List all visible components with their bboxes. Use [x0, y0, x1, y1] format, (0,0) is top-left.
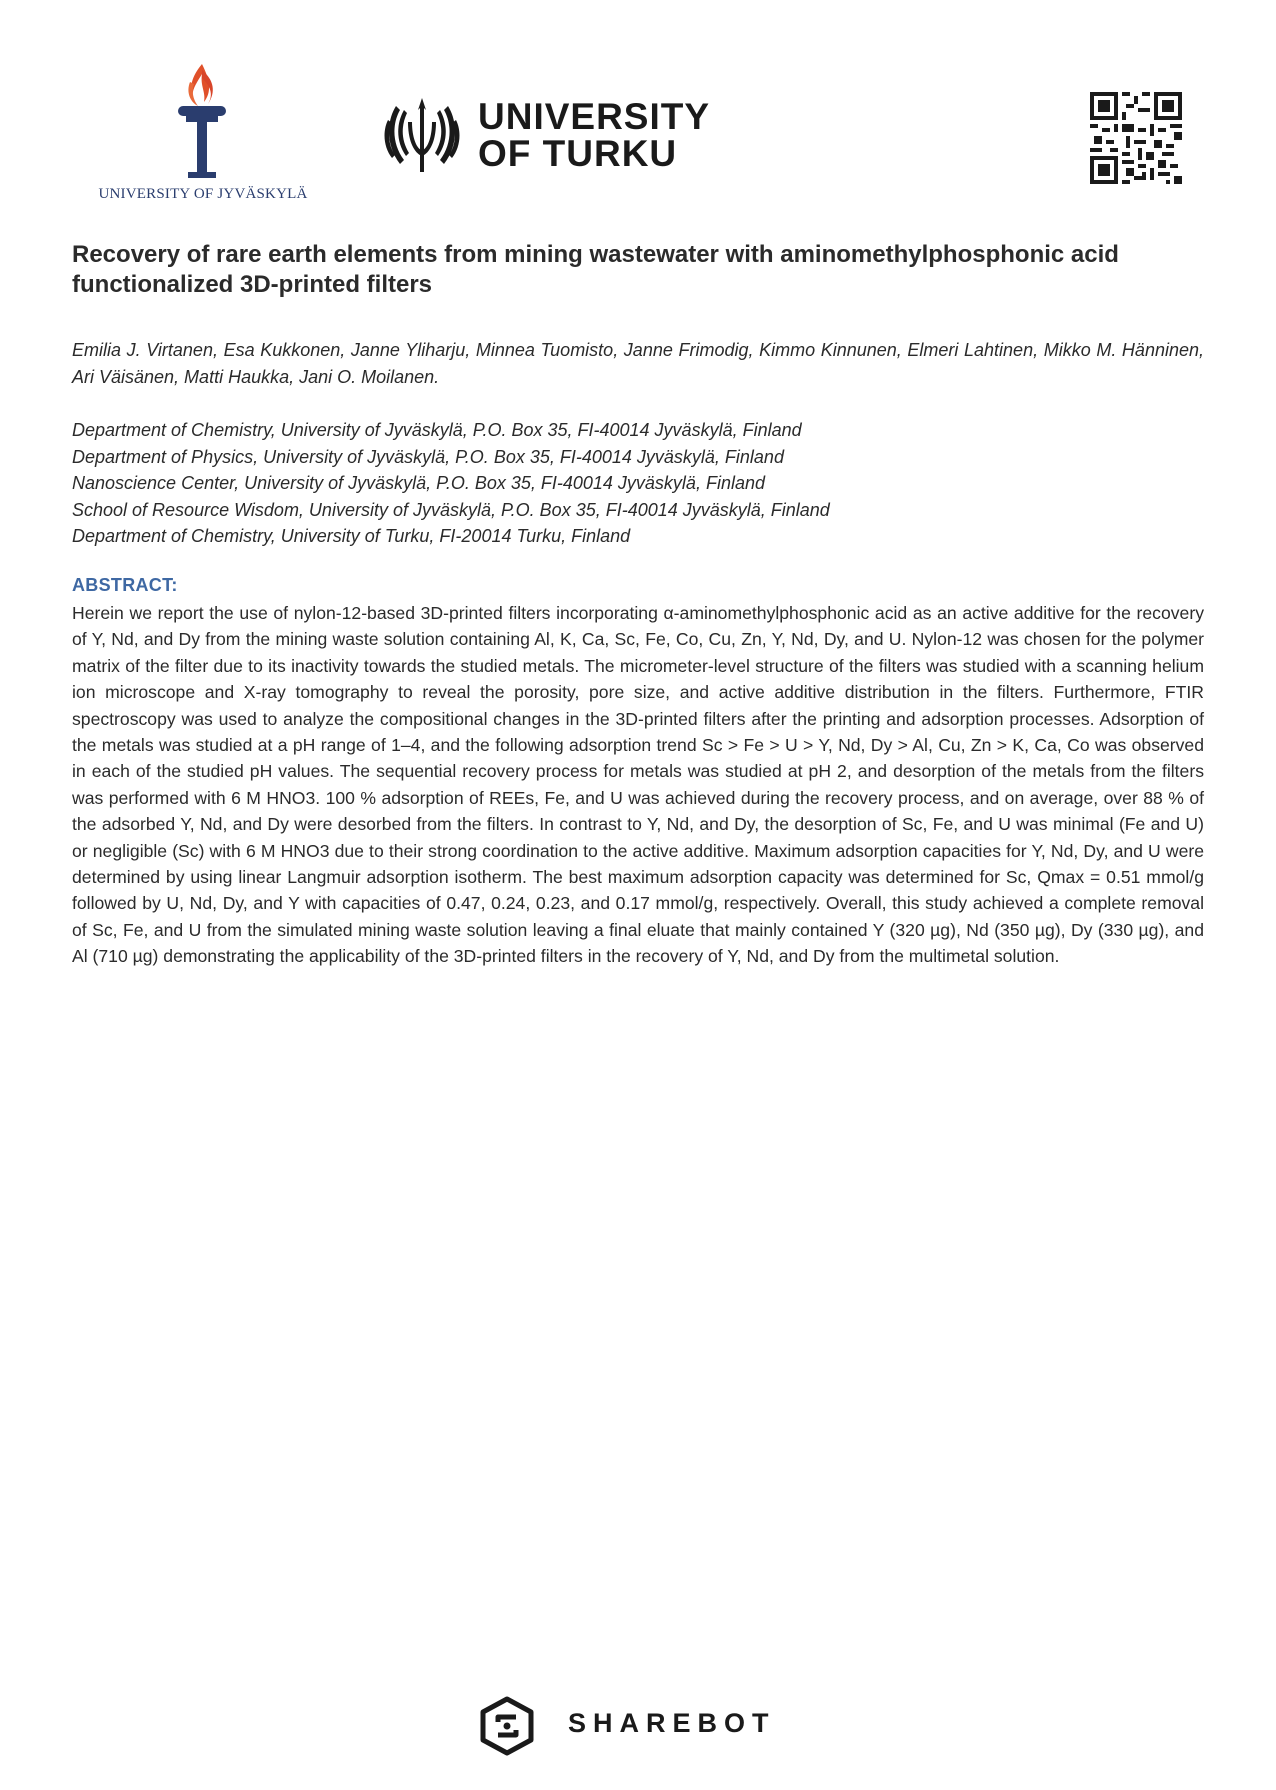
affiliation-item: Department of Physics, University of Jyväskylä, P.O. Box 35, FI-40014 Jyväskylä, Finland [72, 446, 784, 467]
affiliation-item: Nanoscience Center, University of Jyväskylä, P.O. Box 35, FI-40014 Jyväskylä, Finland [72, 473, 765, 493]
turku-wordmark-line-2: OF TURKU [478, 133, 678, 174]
abstract-text: Herein we report the use of nylon-12-based 3D-printed filters incorporating α-aminomethylphosphonic acid as an active additive for the recovery of Y, Nd, and Dy from the mining waste solution containing Al, K, Ca, Sc, Fe, Co, Cu, Zn, Y, Nd, Dy, and U. Nylon-12 was chosen for the polymer matrix of the filter due to its inactivity towards the studied metals. The micrometer-level structure of the filters was studied with a scanning helium ion microscope and X-ray tomography to reveal the porosity, pore size, and active additive distribution in the filters. Furthermore, FTIR spectroscopy was used to analyze the compositional changes in the 3D-printed filters after the printing and adsorption processes. Adsorption of the metals was studied at a pH range of 1–4, and the following adsorption trend Sc > Fe > U > Y, Nd, Dy > Al, Cu, Zn > K, Ca, Co was observed in each of the studied pH values. The sequential recovery process for metals was studied at pH 2, and desorption of the metals from the filters was performed with 6 M HNO3. 100 % adsorption of REEs, Fe, and U was achieved during the recovery process, and on average, over 88 % of the adsorbed Y, Nd, and Dy were desorbed from the filters. In contrast to Y, Nd, and Dy, the desorption of Sc, Fe, and U was minimal (Fe and U) or negligible (Sc) with 6 M HNO3 due to their strong coordination to the active additive. Maximum adsorption capacities for Y, Nd, Dy, and U were determined by using linear Langmuir adsorption isotherm. The best maximum adsorption capacity was determined for Sc, Qmax = 0.51 mmol/g followed by U, Nd, Dy, and Y with capacities of 0.47, 0.24, 0.23, and 0.17 mmol/g, respectively. Overall, this study achieved a complete removal of Sc, Fe, and U from the simulated mining waste solution leaving a final eluate that mainly contained Y (320 µg), Nd (350 µg), Dy (330 µg), and Al (710 µg) demonstrating the applicability of the 3D-printed filters in the recovery of Y, Nd, and Dy from the multimetal solution. [72, 603, 1204, 967]
affiliation-item: Department of Chemistry, University of Turku, FI-20014 Turku, Finland [72, 526, 631, 546]
sharebot-hexagon-icon [478, 1696, 536, 1756]
jyu-wordmark: UNIVERSITY OF JYVÄSKYLÄ [98, 186, 308, 202]
turku-wordmark [478, 98, 710, 172]
university-of-jyvaskyla-logo [72, 62, 334, 212]
affiliation-item: School of Resource Wisdom, University of Jyväskylä, P.O. Box 35, FI-40014 Jyväskylä, Finland [72, 499, 830, 520]
affiliations [72, 417, 1204, 550]
qr-code [1090, 92, 1182, 184]
abstract-heading: ABSTRACT: [72, 575, 178, 595]
sharebot-logo [478, 1696, 798, 1756]
turku-emblem-icon [378, 92, 466, 180]
university-of-turku-logo [378, 92, 738, 182]
affiliation-item: Department of Chemistry, University of Jyväskylä, P.O. Box 35, FI-40014 Jyväskylä, Finland [72, 420, 802, 440]
turku-wordmark-line-1: UNIVERSITY [478, 96, 711, 137]
author-list: Emilia J. Virtanen, Esa Kukkonen, Janne Yliharju, Minnea Tuomisto, Janne Frimodig, Kimmo Kinnunen, Elmeri Lahtinen, Mikko M. Hänninen, Ari Väisänen, Matti Haukka, Jani O. Moilanen. [72, 340, 1204, 387]
paper-title: Recovery of rare earth elements from mining wastewater with aminomethylphosphonic acid functionalized 3D-printed filters [72, 241, 1119, 298]
sharebot-wordmark: SHAREBOT [568, 1708, 776, 1738]
torch-icon [170, 62, 234, 184]
